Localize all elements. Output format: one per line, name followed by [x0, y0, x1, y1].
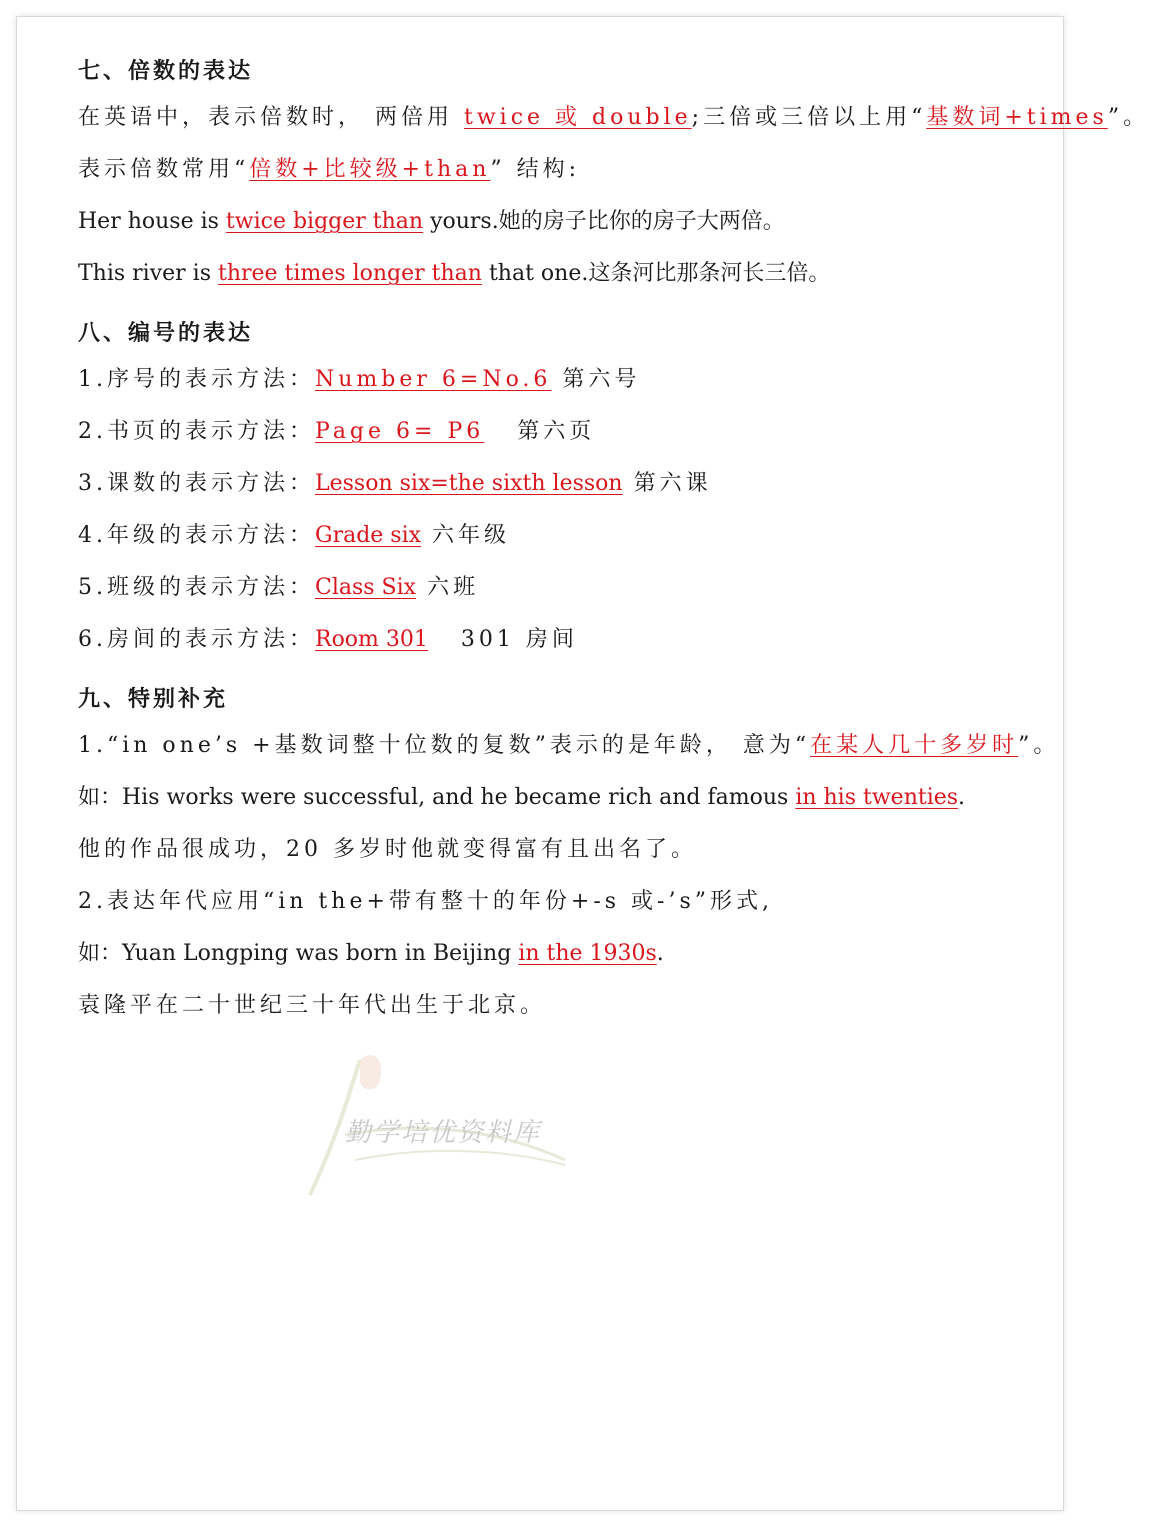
section-heading-8: 八、编号的表达 — [78, 321, 254, 346]
highlight-text: Room 301 — [315, 627, 428, 652]
item-tail: 六班 — [416, 575, 480, 600]
item-tail: 301 房间 — [427, 627, 578, 652]
text: ” 结构: — [490, 157, 581, 182]
text: that one.这条河比那条河长三倍。 — [481, 261, 831, 286]
paragraph-decade-expression: 2.表达年代应用“in the+带有整十的年份+-s 或-’s”形式, — [78, 889, 774, 914]
example-sentence-1 — [78, 196, 1008, 248]
item-label: 1.序号的表示方法： — [78, 367, 315, 392]
numbering-item — [78, 614, 1008, 666]
text: Her house is — [78, 209, 226, 234]
text: ”。 — [1018, 733, 1060, 758]
item-label: 2.书页的表示方法： — [78, 419, 315, 444]
section-heading-9: 九、特别补充 — [78, 687, 229, 712]
text: . — [656, 941, 664, 966]
highlight-text: Class Six — [315, 575, 417, 600]
item-tail: 第六课 — [622, 471, 712, 496]
paragraph-multiples-intro — [78, 92, 1149, 144]
text: 如：Yuan Longping was born in Beijing — [78, 941, 519, 966]
numbering-item — [78, 458, 1008, 510]
item-tail: 第六号 — [551, 367, 641, 392]
section-heading-7: 七、倍数的表达 — [78, 59, 254, 84]
example-sentence-2 — [78, 248, 1008, 300]
item-tail: 第六页 — [484, 419, 596, 444]
highlight-text: in his twenties — [795, 785, 959, 810]
example-sentence-4 — [78, 928, 1008, 980]
numbering-item — [78, 354, 1008, 406]
highlight-text: twice bigger than — [225, 209, 424, 234]
document-body — [78, 52, 1149, 1032]
text: ;三倍或三倍以上用“ — [691, 105, 927, 130]
paragraph-age-expression — [78, 720, 1060, 772]
item-label: 4.年级的表示方法： — [78, 523, 315, 548]
highlight-text: Page 6= P6 — [315, 419, 485, 444]
item-label: 5.班级的表示方法： — [78, 575, 315, 600]
text: 在英语中，表示倍数时， 两倍用 — [78, 105, 464, 130]
translation-3: 他的作品很成功，20 多岁时他就变得富有且出名了。 — [78, 837, 697, 862]
numbering-item — [78, 406, 1008, 458]
text: 如：His works were successful, and he became rich and famous — [78, 785, 796, 810]
example-sentence-3 — [78, 772, 1008, 824]
item-label: 3.课数的表示方法： — [78, 471, 315, 496]
highlight-text: 在某人几十多岁时 — [810, 733, 1019, 758]
translation-4: 袁隆平在二十世纪三十年代出生于北京。 — [78, 993, 547, 1018]
text: 表示倍数常用“ — [78, 157, 250, 182]
highlight-text: Number 6=No.6 — [315, 367, 552, 392]
highlight-text: twice 或 double — [464, 105, 692, 130]
highlight-text: three times longer than — [218, 261, 482, 286]
item-tail: 六年级 — [421, 523, 511, 548]
highlight-text: 基数词+times — [926, 105, 1108, 130]
text: yours.她的房子比你的房子大两倍。 — [423, 209, 785, 234]
highlight-text: 倍数+比较级+than — [249, 157, 491, 182]
highlight-text: Grade six — [315, 523, 422, 548]
paragraph-multiples-structure — [78, 144, 1008, 196]
item-label: 6.房间的表示方法： — [78, 627, 315, 652]
watermark-text: 勤学培优资料库 — [345, 1118, 542, 1148]
text: ”。 — [1107, 105, 1149, 130]
text: 1.“in one’s +基数词整十位数的复数”表示的是年龄， 意为“ — [78, 733, 811, 758]
numbering-item — [78, 510, 1008, 562]
highlight-text: in the 1930s — [518, 941, 657, 966]
highlight-text: Lesson six=the sixth lesson — [315, 471, 623, 496]
text: . — [958, 785, 966, 810]
numbering-item — [78, 562, 1008, 614]
text: This river is — [78, 261, 218, 286]
